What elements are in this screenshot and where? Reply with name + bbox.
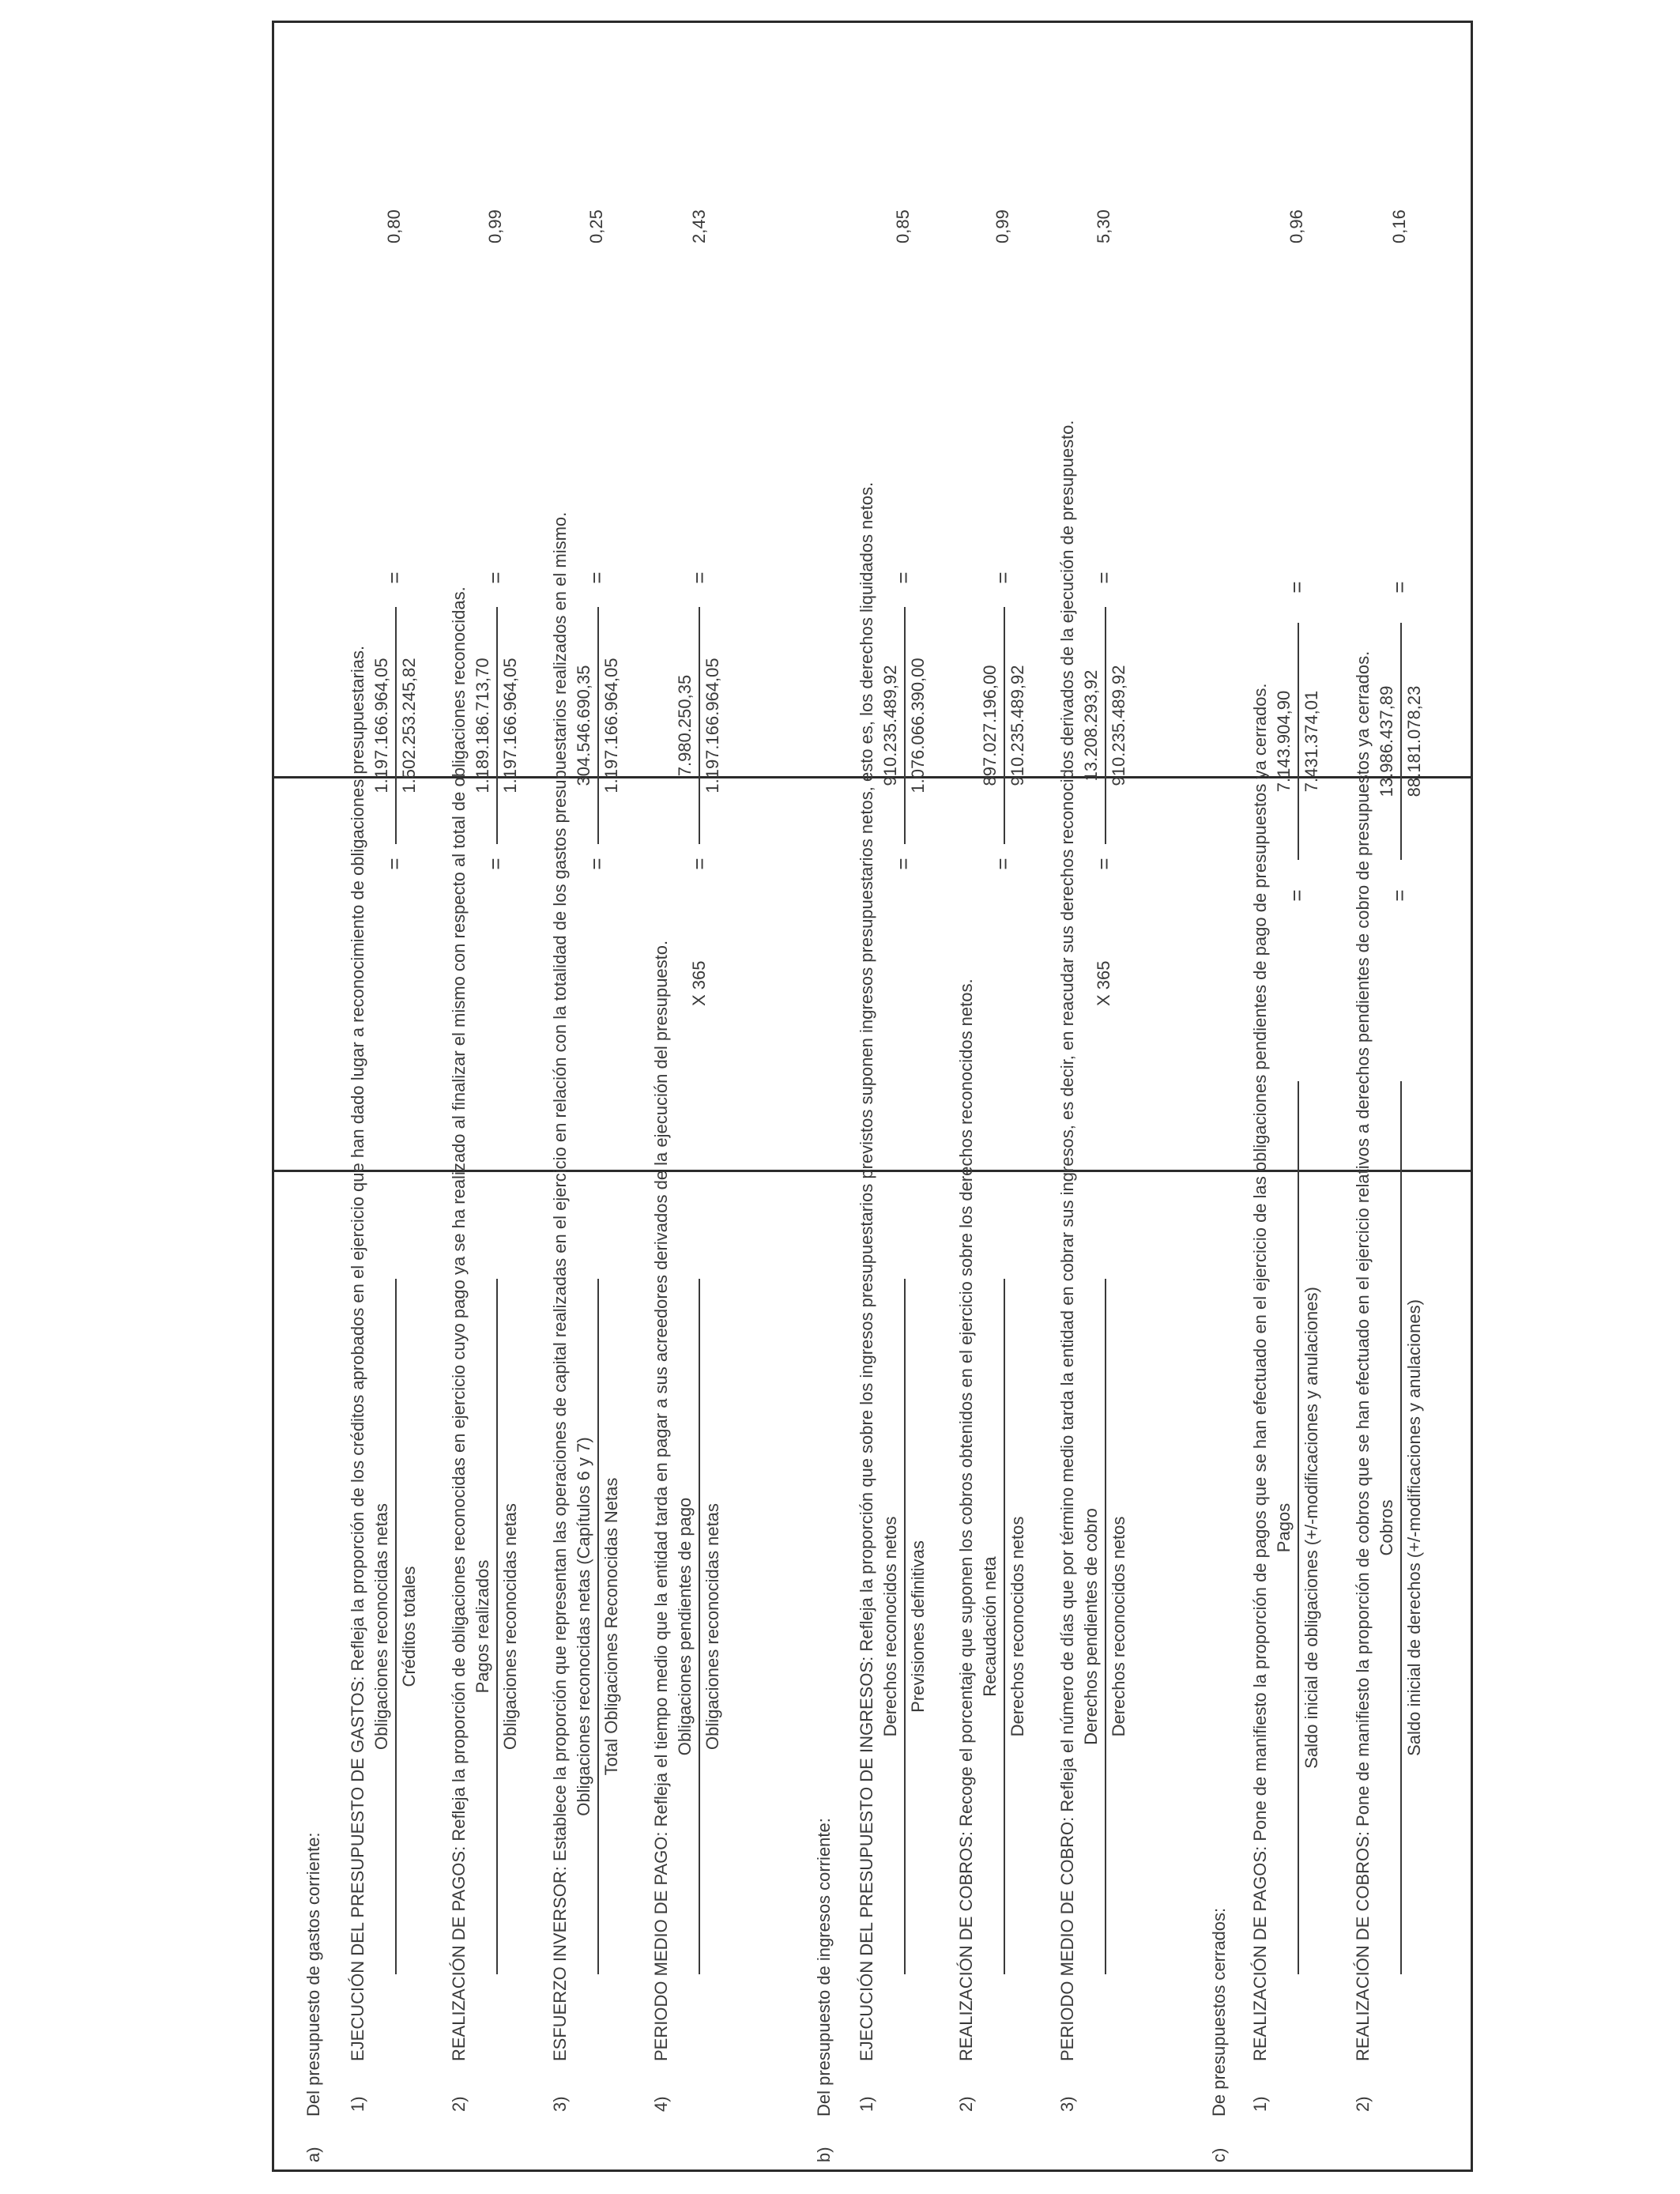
formula-denominator: Obligaciones reconocidas netas (703, 1503, 722, 1750)
formula-denominator: Previsiones definitivas (908, 1540, 928, 1713)
fraction-line (1400, 1081, 1402, 1974)
value-line (1298, 623, 1299, 860)
numerator-value: 7.143.904,90 (1274, 690, 1294, 793)
formula-numerator: Obligaciones reconocidas netas (371, 1503, 391, 1750)
value-line (1105, 607, 1106, 844)
result-value: 2,43 (689, 209, 709, 243)
equals-sign: = (585, 858, 608, 870)
denominator-value: 7.431.374,01 (1301, 690, 1321, 793)
equals-sign: = (585, 571, 608, 584)
denominator-value: 1.197.166.964,05 (601, 658, 621, 794)
formula-numerator: Obligaciones pendientes de pago (675, 1497, 695, 1756)
equals-sign: = (484, 571, 507, 584)
result-value: 0,99 (485, 209, 505, 243)
formula-numerator: Derechos reconocidos netos (880, 1516, 900, 1737)
numerator-value: 897.027.196,00 (980, 665, 1000, 786)
result-value: 0,96 (1286, 209, 1306, 243)
equals-sign: = (891, 571, 915, 584)
formula-numerator: Cobros (1377, 1499, 1396, 1556)
formula-numerator: Recaudación neta (980, 1556, 1000, 1697)
equals-sign: = (891, 858, 915, 870)
formula-denominator: Obligaciones reconocidas netas (500, 1503, 520, 1750)
formula-denominator: Total Obligaciones Reconocidas Netas (601, 1477, 621, 1776)
equals-sign: = (687, 858, 711, 870)
rotated-page (272, 21, 1473, 2172)
formula-numerator: Pagos (1274, 1502, 1294, 1553)
section-letter: a) (303, 2147, 323, 2162)
numerator-value: 13.986.437,89 (1377, 685, 1396, 797)
numerator-value: 1.197.166.964,05 (371, 658, 391, 794)
value-line (904, 607, 906, 844)
result-value: 5,30 (1094, 209, 1113, 243)
item-heading: PERIODO MEDIO DE PAGO: Refleja el tiempo medio que la entidad tarda en pagar a sus acreedores derivados de la ejecución del presupuesto. (651, 940, 671, 2061)
item-heading: REALIZACIÓN DE COBROS: Recoge el porcentaje que suponen los cobros obtenidos en el ejercicio sobre los derechos reconocidos netos. (956, 978, 976, 2061)
item-heading: ESFUERZO INVERSOR: Establece la proporción que representan las operaciones de capital realizadas en el ejercicio en relación con la totalidad de los gastos presupuestarios realizados en el mismo. (550, 511, 570, 2061)
numerator-value: 1.189.186.713,70 (473, 658, 492, 794)
fraction-line (1004, 1279, 1005, 1974)
item-heading: REALIZACIÓN DE PAGOS: Pone de manifiesto la proporción de pagos que se han efectuado en el ejercicio de las obligaciones pendientes de pago de presupuestos ya cerrados. (1250, 683, 1270, 2061)
equals-sign: = (1388, 889, 1411, 902)
item-number: 1) (857, 2096, 876, 2112)
multiplier: X 365 (689, 960, 709, 1006)
item-heading: REALIZACIÓN DE PAGOS: Refleja la proporción de obligaciones reconocidas en ejercicio cuyo pago ya se ha realizado al finalizar el mismo con respecto al total de obligaciones reconocidas. (449, 586, 469, 2061)
equals-sign: = (382, 571, 406, 584)
section-title: Del presupuesto de ingresos corriente: (814, 1818, 834, 2117)
denominator-value: 1.197.166.964,05 (703, 658, 722, 794)
section-letter: b) (814, 2147, 834, 2162)
equals-sign: = (484, 858, 507, 870)
formula-denominator: Derechos reconocidos netos (1109, 1516, 1128, 1737)
equals-sign: = (382, 858, 406, 870)
numerator-value: 910.235.489,92 (880, 665, 900, 786)
equals-sign: = (1092, 571, 1116, 584)
numerator-value: 7.980.250,35 (675, 674, 695, 777)
equals-sign: = (1285, 889, 1309, 902)
item-heading: EJECUCIÓN DEL PRESUPUESTO DE INGRESOS: Refleja la proporción que sobre los ingresos presupuestarios previstos suponen ingresos presupuestarios netos, esto es, los derechos liquidados netos. (857, 481, 876, 2061)
equals-sign: = (1388, 581, 1411, 594)
denominator-value: 88.181.078,23 (1404, 685, 1424, 797)
section-letter: c) (1209, 2147, 1229, 2162)
fraction-line (1298, 1081, 1299, 1974)
result-value: 0,25 (586, 209, 606, 243)
formula-denominator: Créditos totales (399, 1566, 419, 1687)
multiplier: X 365 (1094, 960, 1113, 1006)
fraction-line (904, 1279, 906, 1974)
denominator-value: 1.502.253.245,82 (399, 658, 419, 794)
item-heading: PERIODO MEDIO DE COBRO: Refleja el número de días que por término medio tarda la entidad en cobrar sus ingresos, es decir, en reacudar sus derechos reconocidos derivados de la ejecución de presupuesto. (1057, 420, 1077, 2061)
result-value: 0,16 (1389, 209, 1409, 243)
section-title: Del presupuesto de gastos corriente: (303, 1832, 323, 2117)
section-title: De presupuestos cerrados: (1209, 1907, 1229, 2117)
numerator-value: 304.546.690,35 (574, 665, 593, 786)
denominator-value: 910.235.489,92 (1109, 665, 1128, 786)
formula-numerator: Pagos realizados (473, 1559, 492, 1694)
formula-denominator: Saldo inicial de derechos (+/-modificaciones y anulaciones) (1404, 1299, 1424, 1756)
item-number: 2) (449, 2096, 469, 2112)
formula-numerator: Derechos pendientes de cobro (1081, 1508, 1101, 1745)
item-number: 1) (1250, 2096, 1270, 2112)
formula-numerator: Obligaciones reconocidas netas (Capítulos 6 y 7) (574, 1437, 593, 1816)
equals-sign: = (1092, 858, 1116, 870)
equals-sign: = (687, 571, 711, 584)
item-number: 3) (550, 2096, 570, 2112)
numerator-value: 13.208.293,92 (1081, 669, 1101, 782)
denominator-value: 910.235.489,92 (1008, 665, 1027, 786)
fraction-line (1105, 1279, 1106, 1974)
section-b (272, 21, 1473, 2172)
equals-sign: = (991, 858, 1015, 870)
item-number: 2) (956, 2096, 976, 2112)
equals-sign: = (991, 571, 1015, 584)
item-number: 1) (348, 2096, 367, 2112)
item-heading: REALIZACIÓN DE COBROS: Pone de manifiesto la proporción de cobros que se han efectuado en el ejercicio relativos a derechos pendientes de cobro de presupuestos ya cerrados. (1353, 650, 1373, 2061)
denominator-value: 1.076.066.390,00 (908, 658, 928, 794)
denominator-value: 1.197.166.964,05 (500, 658, 520, 794)
item-number: 3) (1057, 2096, 1077, 2112)
item-number: 4) (651, 2096, 671, 2112)
result-value: 0,80 (384, 209, 404, 243)
equals-sign: = (1285, 581, 1309, 594)
item-number: 2) (1353, 2096, 1373, 2112)
result-value: 0,85 (893, 209, 913, 243)
item-heading: EJECUCIÓN DEL PRESUPUESTO DE GASTOS: Refleja la proporción de los créditos aprobados en el ejercicio que han dado lugar a reconocimiento de obligaciones presupuestarias. (348, 645, 367, 2061)
formula-denominator: Derechos reconocidos netos (1008, 1516, 1027, 1737)
value-line (1004, 607, 1005, 844)
result-value: 0,99 (993, 209, 1012, 243)
value-line (1400, 623, 1402, 860)
formula-denominator: Saldo inicial de obligaciones (+/-modificaciones y anulaciones) (1301, 1287, 1321, 1769)
